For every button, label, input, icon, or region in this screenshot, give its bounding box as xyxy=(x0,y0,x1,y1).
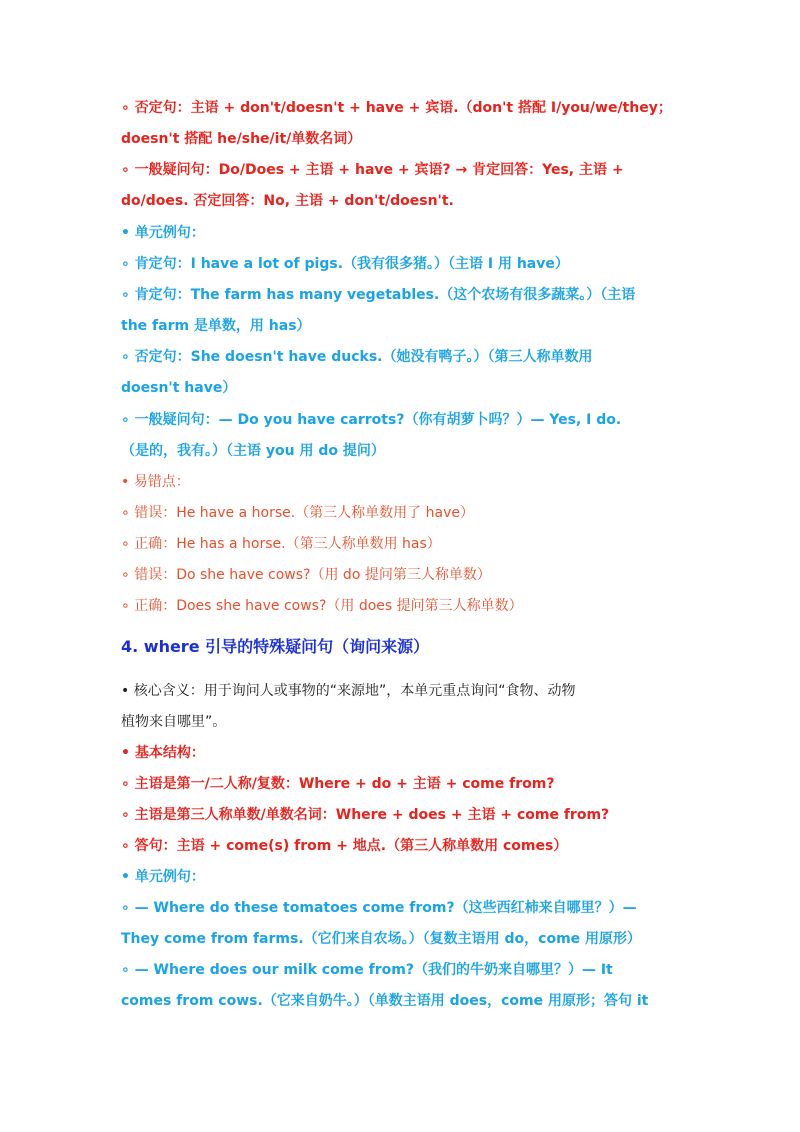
mistake-wrong-1: ∘ 错误：He have a horse.（第三人称单数用了 have） xyxy=(121,505,474,521)
example-affirmative-2: ∘ 肯定句：The farm has many vegetables.（这个农场有很多蔬菜。）（主语 xyxy=(121,287,636,303)
structure-third-singular: ∘ 主语是第三人称单数/单数名词：Where + does + 主语 + come from? xyxy=(121,807,610,823)
structure-answer: ∘ 答句：主语 + come(s) from + 地点.（第三人称单数用 comes） xyxy=(121,838,568,854)
structure-first-second-plural: ∘ 主语是第一/二人称/复数：Where + do + 主语 + come from? xyxy=(121,776,555,792)
example-question-cont: （是的，我有。）（主语 you 用 do 提问） xyxy=(121,443,385,459)
section-heading: 4. where 引导的特殊疑问句（询问来源） xyxy=(121,637,430,656)
question-rule-cont: do/does. 否定回答：No, 主语 + don't/doesn't. xyxy=(121,193,454,209)
example-affirmative-1: ∘ 肯定句：I have a lot of pigs.（我有很多猪。）（主语 I 用 have） xyxy=(121,256,569,272)
example-negative-cont: doesn't have） xyxy=(121,380,237,396)
mistake-correct-1: ∘ 正确：He has a horse.（第三人称单数用 has） xyxy=(121,536,441,552)
common-mistakes-label: • 易错点： xyxy=(121,474,190,490)
example-where-2-cont: comes from cows.（它来自奶牛。）（单数主语用 does，come 用原形；答句 it xyxy=(121,993,649,1009)
example-affirmative-2-cont: the farm 是单数，用 has） xyxy=(121,318,311,334)
question-rule: ∘ 一般疑问句：Do/Does + 主语 + have + 宾语? → 肯定回答：Yes, 主语 + xyxy=(121,162,624,178)
unit-examples-label-2: • 单元例句： xyxy=(121,869,205,885)
negative-sentence-rule: ∘ 否定句：主语 + don't/doesn't + have + 宾语.（don't 搭配 I/you/we/they； xyxy=(121,100,672,116)
negative-sentence-rule-cont: doesn't 搭配 he/she/it/单数名词） xyxy=(121,131,362,147)
mistake-wrong-2: ∘ 错误：Do she have cows?（用 do 提问第三人称单数） xyxy=(121,567,491,583)
example-negative: ∘ 否定句：She doesn't have ducks.（她没有鸭子。）（第三人称单数用 xyxy=(121,349,593,365)
unit-examples-label: • 单元例句： xyxy=(121,225,205,241)
core-meaning: • 核心含义：用于询问人或事物的“来源地”，本单元重点询问“食物、动物 xyxy=(121,683,576,699)
example-question: ∘ 一般疑问句：— Do you have carrots?（你有胡萝卜吗？）— Yes, I do. xyxy=(121,412,622,428)
basic-structure-label: • 基本结构： xyxy=(121,745,205,761)
core-meaning-cont: 植物来自哪里”。 xyxy=(121,714,227,730)
example-where-2: ∘ — Where does our milk come from?（我们的牛奶来自哪里？）— It xyxy=(121,962,613,978)
example-where-1-cont: They come from farms.（它们来自农场。）（复数主语用 do，come 用原形） xyxy=(121,931,642,947)
mistake-correct-2: ∘ 正确：Does she have cows?（用 does 提问第三人称单数） xyxy=(121,598,523,614)
example-where-1: ∘ — Where do these tomatoes come from?（这些西红柿来自哪里？）— xyxy=(121,900,637,916)
